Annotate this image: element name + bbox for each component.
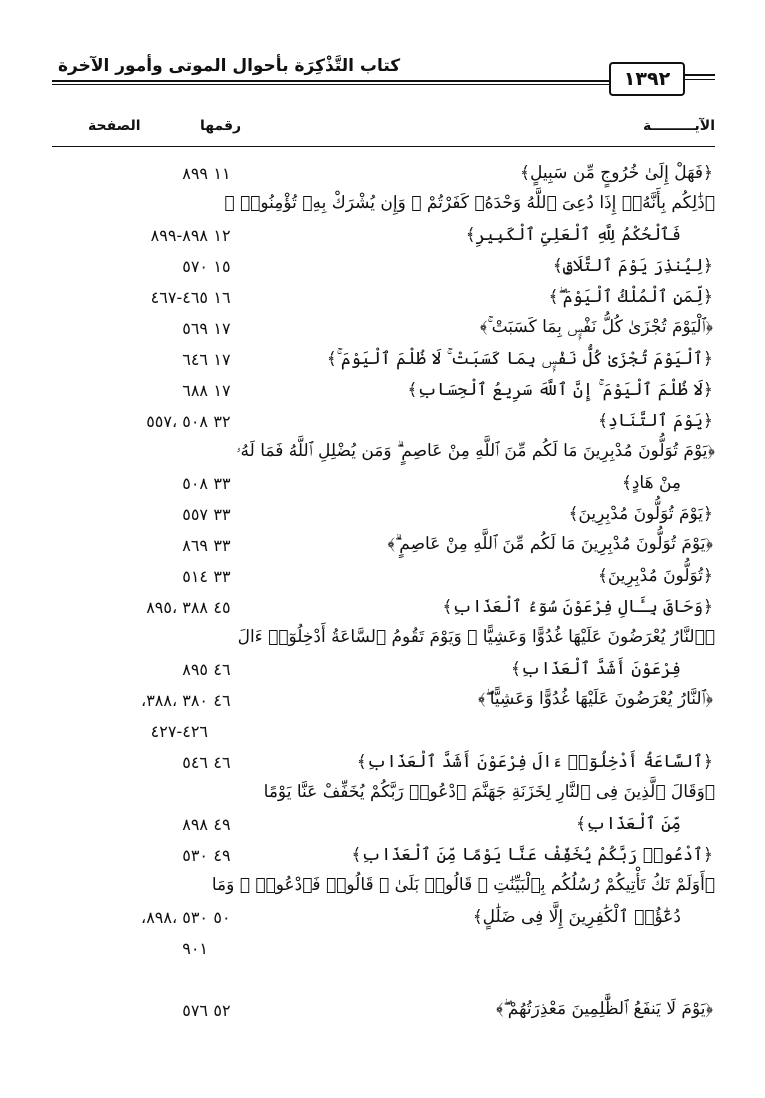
header-rule-thin (52, 84, 615, 85)
page-reference: ٦٨٨ (182, 381, 208, 400)
index-row (52, 284, 715, 315)
index-row (52, 656, 715, 687)
ayah-number: ١٧ (213, 381, 231, 400)
index-row (52, 780, 715, 811)
index-row (52, 439, 715, 470)
ayah-number: ٥٢ (213, 1001, 231, 1020)
ayah-text: ﴿تُوَلُّونَ مُدْبِرِينَ﴾ (597, 566, 713, 586)
ayah-number: ٤٦ (213, 660, 231, 679)
page-reference: ٨٩٥ (182, 660, 208, 679)
book-title: كتاب التَّذْكِرَة بأحوال الموتى وأمور الآخرة (58, 56, 401, 76)
ayah-text: ﴿ذَٰلِكُم بِأَنَّهُۥٓ إِذَا دُعِىَ ٱللَّهُ وَحْدَهُۥ كَفَرْتُمْ ۖ وَإِن يُشْرَكْ بِهِۦ تُؤْمِنُوا۟ ۚ (224, 193, 715, 213)
index-row (52, 935, 715, 966)
ayah-text: ﴿يَوْمَ ٱلتَّنَادِ﴾ (598, 411, 713, 431)
ayah-text: ﴿يَوْمَ تُوَلُّونَ مُدْبِرِينَ مَا لَكُم مِّنَ ٱللَّهِ مِنْ عَاصِمٍ ۗ﴾ (387, 534, 713, 554)
ayah-text: ﴿يَوْمَ تُوَلُّونَ مُدْبِرِينَ﴾ (568, 504, 713, 524)
index-row (52, 811, 715, 842)
page-reference: ٤٦٥-٤٦٧ (150, 288, 208, 307)
ayah-text: ﴿ٱلْيَوْمَ تُجْزَىٰ كُلُّ نَفْسٍۭ بِمَا كَسَبَتْ ۚ لَا ظُلْمَ ٱلْيَوْمَ ۚ﴾ (326, 349, 713, 369)
page-reference: ٦٤٦ (182, 350, 208, 369)
page-reference: ٣٨٨ ،٨٩٥ (146, 598, 208, 617)
index-row (52, 470, 715, 501)
ayah-number: ٤٩ (213, 846, 231, 865)
header-rule (52, 80, 615, 82)
ayah-text: ﴿ٱدْعُوا۟ رَبَّكُمْ يُخَفِّفْ عَنَّا يَوْمًا مِّنَ ٱلْعَذَابِ﴾ (351, 845, 713, 865)
page-box-tail-thin (683, 79, 715, 80)
page-reference: ٨٦٩ (182, 536, 208, 555)
index-row (52, 253, 715, 284)
heading-rule (52, 146, 715, 147)
page-reference: ٥٧٦ (182, 1001, 208, 1020)
index-row (52, 563, 715, 594)
column-headings (52, 118, 715, 144)
page-reference: ٥٠٨ ،٥٥٧ (146, 412, 208, 431)
index-row (52, 718, 715, 749)
index-row (52, 966, 715, 997)
ayah-text: فِرْعَوْنَ أَشَدَّ ٱلْعَذَابِ﴾ (510, 659, 681, 679)
column-heading-number: رقمها (200, 118, 242, 134)
ayah-text: فَٱلْحُكْمُ لِلَّهِ ٱلْعَلِىِّ ٱلْكَبِيرِ﴾ (465, 225, 681, 245)
column-heading-page: الصفحة (88, 118, 141, 134)
index-row (52, 501, 715, 532)
ayah-text: ﴿ٱلسَّاعَةُ أَدْخِلُوٓا۟ ءَالَ فِرْعَوْنَ أَشَدَّ ٱلْعَذَابِ﴾ (356, 752, 713, 772)
page-reference: ٥٤٦ (182, 753, 208, 772)
page-number: ١٣٩٢ (609, 62, 685, 96)
index-row (52, 222, 715, 253)
index-row (52, 842, 715, 873)
ayah-text: ﴿لَا ظُلْمَ ٱلْيَوْمَ ۚ إِنَّ ٱللَّهَ سَرِيعُ ٱلْحِسَابِ﴾ (407, 380, 713, 400)
ayah-text: ﴿لِّمَنِ ٱلْمُلْكُ ٱلْيَوْمَ ۖ﴾ (548, 287, 713, 307)
ayah-text: ﴿وَقَالَ ٱلَّذِينَ فِى ٱلنَّارِ لِخَزَنَةِ جَهَنَّمَ ٱدْعُوا۟ رَبَّكُمْ يُخَفِّفْ عَنَّا يَوْمًا (263, 782, 715, 802)
page-reference: ٥٦٩ (182, 319, 208, 338)
page-reference: ٤٢٦-٤٢٧ (150, 722, 208, 741)
page-reference: ٥٣٠ (182, 846, 208, 865)
page-reference: ٨٩٨-٨٩٩ (150, 226, 208, 245)
ayah-text: ﴿ٱلنَّارُ يُعْرَضُونَ عَلَيْهَا غُدُوًّا وَعَشِيًّا ۖ﴾ (477, 689, 713, 709)
page-box-tail (683, 74, 715, 76)
ayah-number: ٥٠ (213, 908, 231, 927)
ayah-number: ١٧ (213, 319, 231, 338)
ayah-number: ٣٣ (213, 567, 231, 586)
index-row (52, 904, 715, 935)
ayah-number: ٤٦ (213, 753, 231, 772)
ayah-number: ٤٩ (213, 815, 231, 834)
index-row (52, 749, 715, 780)
index-row (52, 408, 715, 439)
ayah-text: ﴿يَوْمَ تُوَلُّونَ مُدْبِرِينَ مَا لَكُم مِّنَ ٱللَّهِ مِنْ عَاصِمٍ ۗ وَمَن يُضْلِلِ ٱللَّهُ فَمَا لَهُۥ (236, 441, 715, 461)
page-reference: ٥٧٠ (182, 257, 208, 276)
ayah-text: ﴿أَوَلَمْ تَكُ تَأْتِيكُمْ رُسُلُكُم بِٱلْبَيِّنَٰتِ ۖ قَالُوا۟ بَلَىٰ ۚ قَالُوا۟ فَٱدْعُوا۟ ۗ وَمَا (211, 875, 715, 895)
page-reference: ٩٠١ (182, 939, 208, 958)
ayah-number: ٤٦ (213, 691, 231, 710)
page-reference: ٥٠٨ (182, 474, 208, 493)
ayah-text: ﴿ٱلْيَوْمَ تُجْزَىٰ كُلُّ نَفْسٍۭ بِمَا كَسَبَتْ ۚ﴾ (479, 317, 713, 337)
page-reference: ٣٨٠ ،٣٨٨، (141, 691, 208, 710)
index-row (52, 687, 715, 718)
ayah-number: ٣٢ (213, 412, 231, 431)
ayah-number: ١٥ (213, 257, 231, 276)
ayah-text: ﴿فَهَلْ إِلَىٰ خُرُوجٍ مِّن سَبِيلٍ﴾ (520, 163, 713, 183)
ayah-number: ٣٣ (213, 474, 231, 493)
ayah-text: ﴿وَحَاقَ بِـَٔالِ فِرْعَوْنَ سُوٓءُ ٱلْعَذَابِ﴾ (442, 597, 713, 617)
ayah-text: ﴿لِيُنذِرَ يَوْمَ ٱلتَّلَاقِ﴾ (552, 256, 713, 276)
index-row (52, 160, 715, 191)
ayah-text: دُعَٰٓؤُا۟ ٱلْكَٰفِرِينَ إِلَّا فِى ضَلَٰلٍ﴾ (472, 907, 681, 927)
index-row (52, 625, 715, 656)
index-row (52, 191, 715, 222)
ayah-number: ١٢ (213, 226, 231, 245)
index-row (52, 315, 715, 346)
ayah-number: ٣٣ (213, 505, 231, 524)
ayah-number: ٣٣ (213, 536, 231, 555)
index-row (52, 997, 715, 1028)
page-reference: ٥٣٠ ،٨٩٨، (141, 908, 208, 927)
index-row (52, 873, 715, 904)
page-header (52, 48, 715, 92)
page-reference: ٨٩٩ (182, 164, 208, 183)
ayah-number: ١٧ (213, 350, 231, 369)
index-row (52, 532, 715, 563)
index-row (52, 377, 715, 408)
index-row (52, 346, 715, 377)
index-row (52, 594, 715, 625)
ayah-number: ١١ (213, 164, 231, 183)
ayah-text: مِّنَ ٱلْعَذَابِ﴾ (575, 814, 681, 834)
column-heading-ayah: الآيـــــــــة (642, 118, 715, 134)
ayah-number: ٤٥ (213, 598, 231, 617)
ayah-text: ﴿يَوْمَ لَا يَنفَعُ ٱلظَّٰلِمِينَ مَعْذِرَتُهُمْ ۖ﴾ (495, 999, 713, 1019)
index-table (52, 160, 715, 1028)
ayah-text: مِنْ هَادٍ﴾ (621, 473, 681, 493)
ayah-number: ١٦ (213, 288, 231, 307)
ayah-text: ﴿ٱلنَّارُ يُعْرَضُونَ عَلَيْهَا غُدُوًّا وَعَشِيًّا ۖ وَيَوْمَ تَقُومُ ٱلسَّاعَةُ أَدْخِلُوٓا۟ ءَالَ (237, 627, 715, 647)
page-reference: ٥٥٧ (182, 505, 208, 524)
page-reference: ٥١٤ (182, 567, 208, 586)
page-reference: ٨٩٨ (182, 815, 208, 834)
